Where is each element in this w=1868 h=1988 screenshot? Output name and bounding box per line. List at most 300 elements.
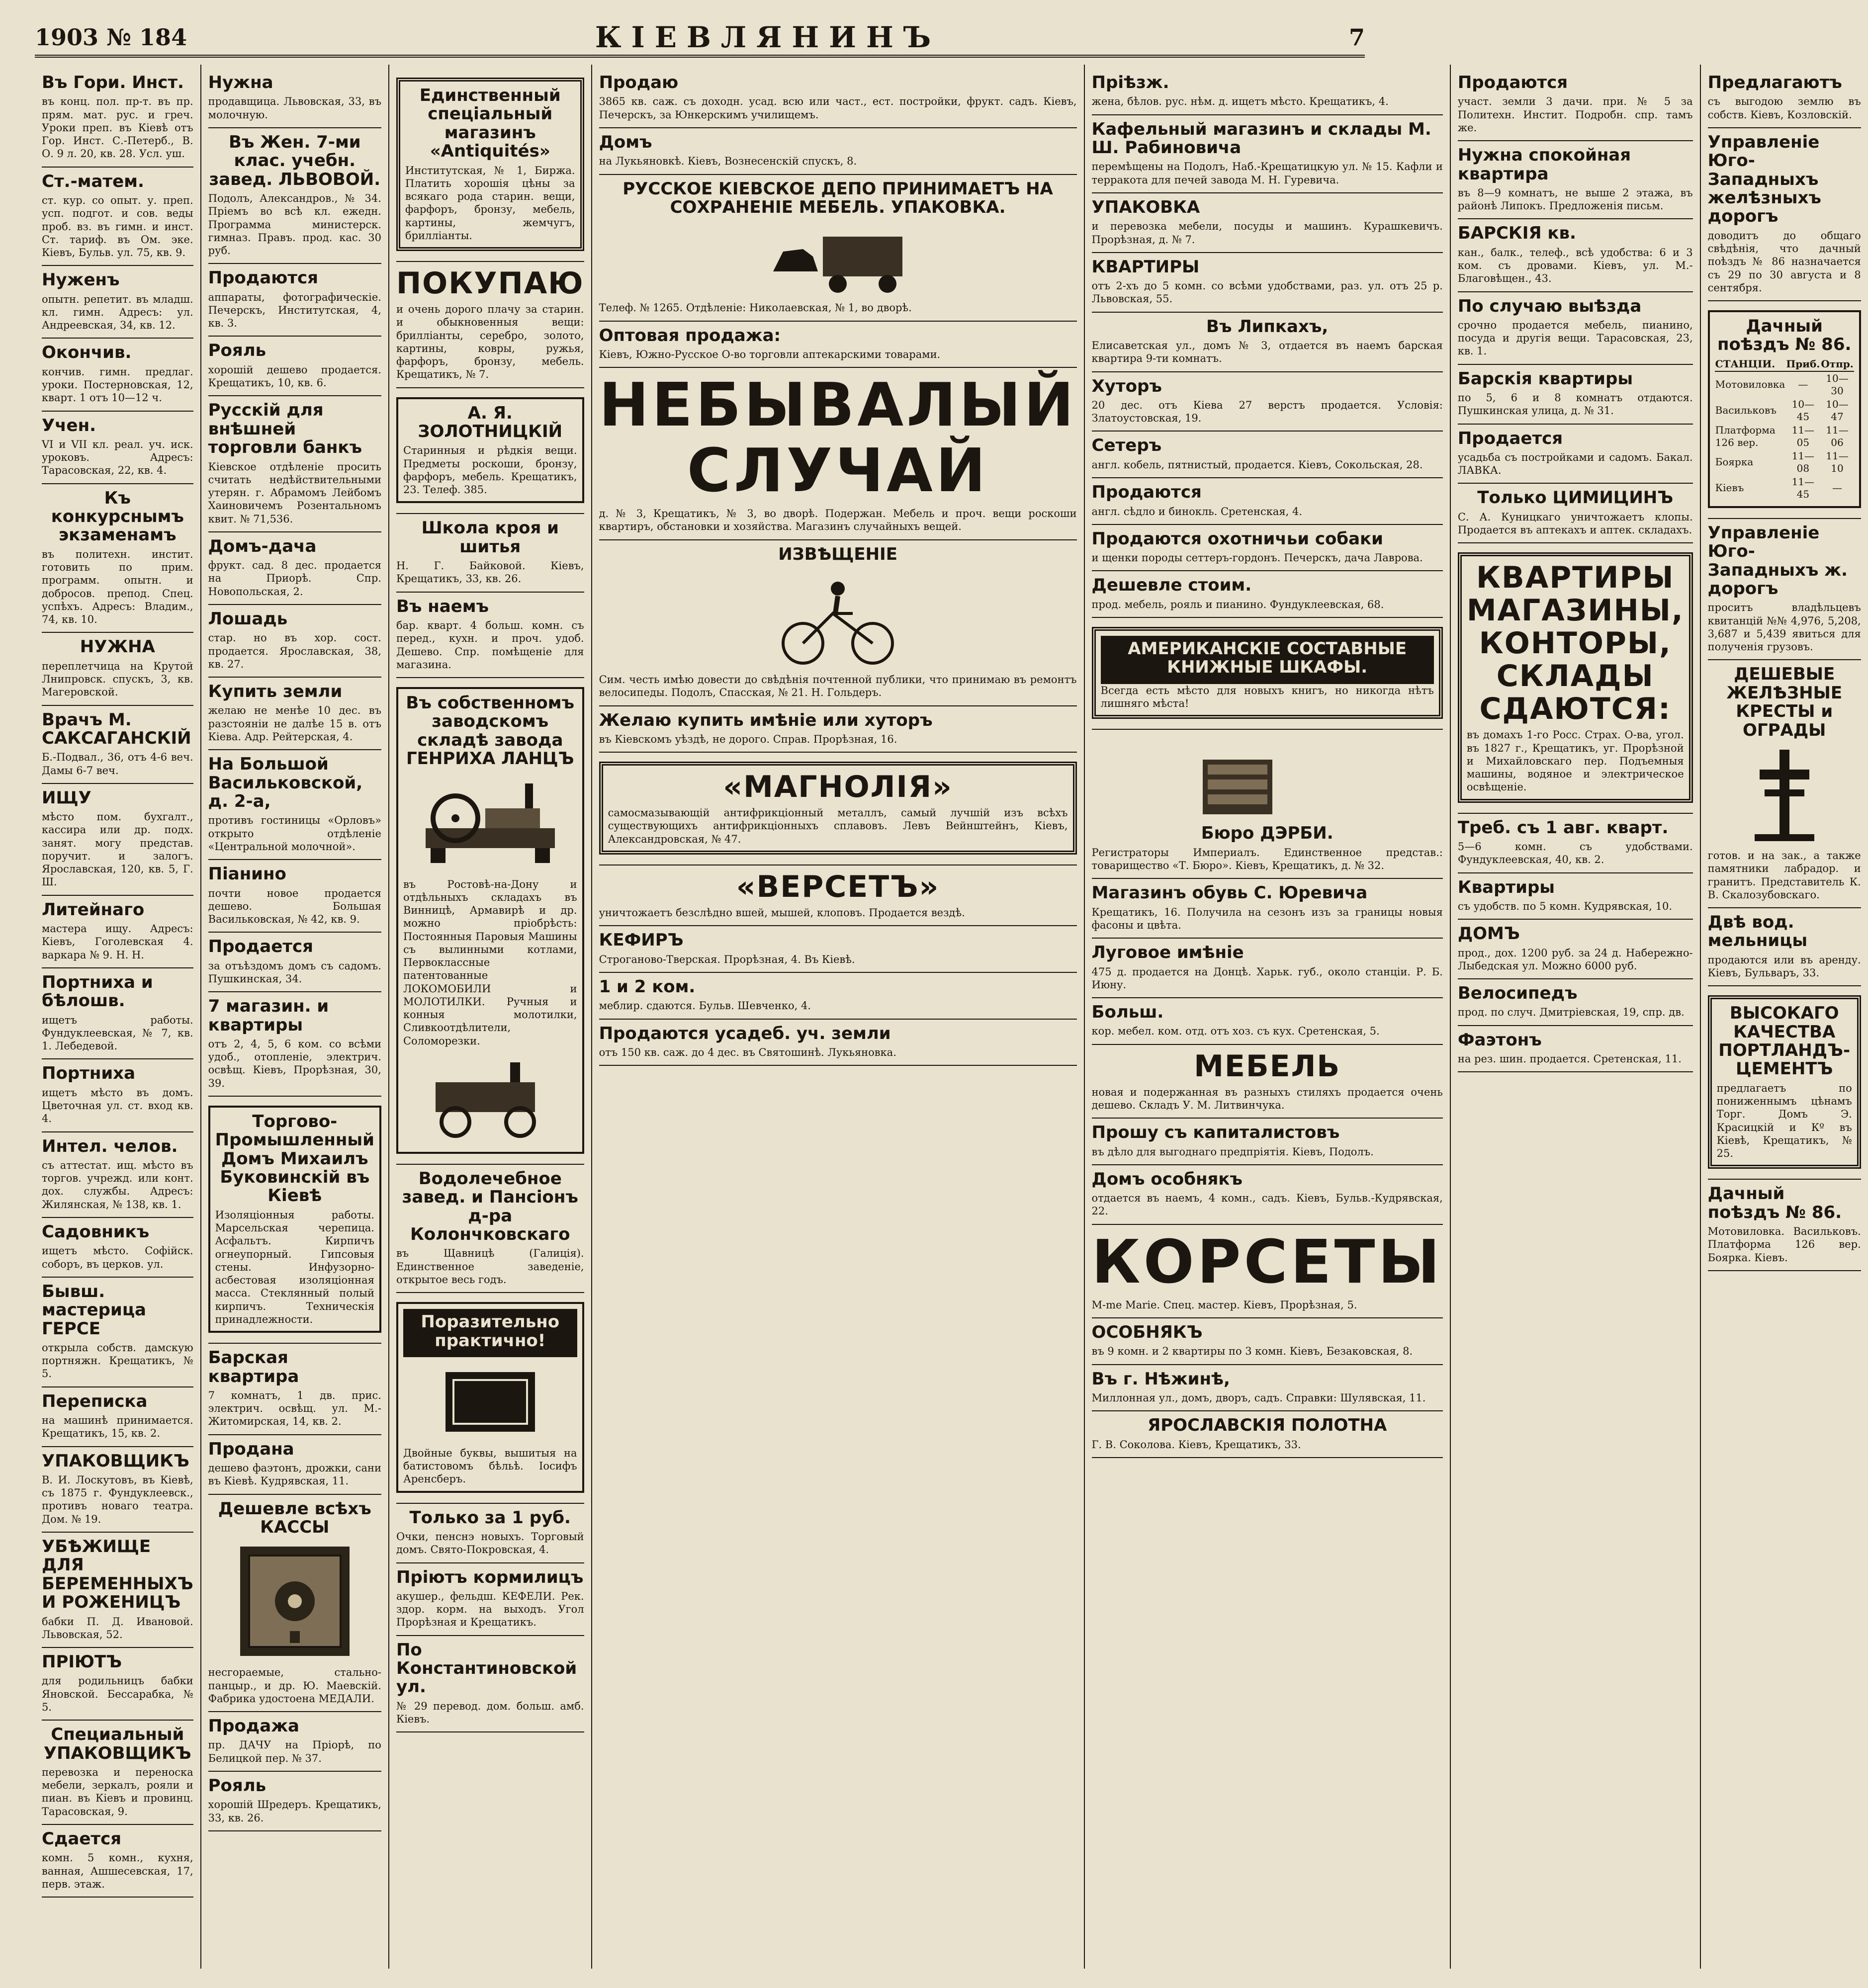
ad-block [208,933,381,992]
ad-heading: Единственный спеціальный магазинъ «Antiquités» [419,86,561,162]
ad-block [208,1495,381,1713]
ad-block [42,1825,193,1898]
ad-heading: РУССКОЕ КІЕВСКОЕ ДЕПО ПРИНИМАЕТЪ НА СОХРАНЕНІЕ МЕБЕЛЬ. УПАКОВКА. [623,178,1053,217]
ad-text: съ удобств. по 5 комн. Кудрявская, 10. [1457,900,1673,912]
ad-frame [599,762,1077,855]
ad-text: M-me Marie. Спец. мастер. Кіевъ, Прорѣзная, 5. [1091,1298,1357,1311]
ad-text: уничтожаетъ безслѣдно вшей, мышей, клоповъ. Продается вездѣ. [599,906,965,919]
ad-text: и щенки породы сеттеръ-гордонъ. Печерскъ, дача Лаврова. [1091,552,1423,564]
ad-block [42,168,193,266]
ad-block [396,69,584,262]
ad-text: доводитъ до общаго свѣдѣнія, что дачный поѣздъ № 86 назначается съ 29 по 30 августа и 8 сентября. [1707,229,1861,294]
ad-heading: Продажа [208,1716,299,1736]
ad-columns [35,65,1861,1969]
ad-text: предлагаетъ по пониженнымъ цѣнамъ Торг. Домъ Э. Красицкій и Кº въ Кіевѣ, Крещатикъ, № 25. [1716,1082,1852,1160]
ad-block [599,69,1077,128]
ad-heading: ИЗВѢЩЕНІЕ [778,544,897,564]
ad-text: Регистраторы Империалъ. Единственное представ.: товарищество «Т. Бюро». Кіевъ, Крещатикъ, д. № 32. [1091,846,1443,871]
ad-heading: Нужна спокойная квартира [1457,145,1631,184]
ad-block [1708,1180,1861,1271]
ad-frame [1708,310,1861,508]
ad-block [1458,873,1693,920]
ad-heading: АМЕРИКАНСКІЕ СОСТАВНЫЕ КНИЖНЫЕ ШКАФЫ. [1128,639,1407,678]
ad-block [1092,525,1443,572]
ad-heading: Водолечебное завед. и Пансіонъ д-ра Колончковскаго [402,1168,578,1244]
ad-heading: Окончив. [42,343,132,363]
ad-heading: Только за 1 руб. [409,1507,571,1528]
ad-text: въ 9 комн. и 2 квартиры по 3 комн. Кіевъ, Безаковская, 8. [1091,1345,1413,1358]
ad-heading: На Большой Васильковской, д. 2-а, [208,754,363,811]
ad-heading: Продаю [599,73,679,92]
ad-heading: Въ Жен. 7-ми клас. учебн. завед. ЛЬВОВОЙ. [209,132,381,189]
ad-block [42,484,193,633]
ad-heading: Пріѣзж. [1091,73,1169,92]
ad-block [1708,660,1861,908]
ad-block [208,128,381,264]
ad-block [1092,571,1443,618]
ad-heading: Домъ [599,132,652,152]
ad-heading: Продаются [208,268,318,288]
ad-block [42,1533,193,1648]
ad-text: несгораемые, стально-панцыр., и др. Ю. Маевскій. Фабрика удостоена МЕДАЛИ. [208,1666,381,1705]
ad-text: С. А. Куницкаго уничтожаетъ клопы. Продается въ аптекахъ и аптек. складахъ. [1457,511,1693,536]
ad-text: усадьба съ постройками и садомъ. Бакал. ЛАВКА. [1457,451,1693,477]
ad-text: въ Кіевскомъ уѣздѣ, не дорого. Справ. Прорѣзная, 16. [599,733,897,745]
ad-text: № 29 перевод. дом. больш. амб. Кіевъ. [396,1700,584,1726]
ad-text: по 5, 6 и 8 комнатъ отдаются. Пушкинская улица, д. № 31. [1457,392,1693,417]
ad-text: отъ 150 кв. саж. до 4 дес. въ Святошинѣ. Лукьяновка. [599,1046,896,1058]
ad-text: Кіевъ, Южно-Русское О-во торговли аптекарскими товарами. [599,348,941,360]
ad-heading: Дачный поѣздъ № 86. [1707,1184,1842,1222]
ad-heading: НЕБЫВАЛЫЙ СЛУЧАЙ [599,371,1077,506]
ad-text: Изоляціонныя работы. Марсельская черепица. Асфальтъ. Кирпичъ огнеупорный. Гипсовыя стены. Инфузорно-асбестовая изоляціонная масса. Стеклянный полый кирпичъ. Техническія принадлежности. [215,1209,374,1325]
ad-heading: Продана [208,1439,294,1459]
ad-text: отъ 2-хъ до 5 комн. со всѣми удобствами, раз. ул. отъ 25 р. Львовская, 55. [1091,280,1443,305]
train-arrival: — [1798,378,1808,391]
column-1 [35,65,201,1969]
ad-block [1092,1365,1443,1412]
ad-block [1092,1119,1443,1165]
ad-block [1708,519,1861,661]
ad-text: въ Ростовѣ-на-Дону и отдѣльныхъ складахъ въ Винницѣ, Армавирѣ и др. можно пріобрѣсть: Постоянныя Паровыя Машины съ вылинными котлами, Первоклассные патентованные ЛОКОМОБИЛИ и МОЛОТИЛКИ. Ручныя и конныя молотилки, Сливкоотдѣлители, Соломорезки. [403,878,577,1047]
ad-heading: Русскій для внѣшней торговли банкъ [208,400,362,458]
ad-heading: Піанино [208,864,286,884]
train-table-title: Дачный поѣздъ № 86. [1717,316,1852,355]
ad-text: пр. ДАЧУ на Пріорѣ, по Белицкой пер. № 37. [208,1739,381,1764]
safe-illustration [208,1542,381,1661]
ad-heading: Квартиры [1457,877,1555,897]
ad-heading: КОРСЕТЫ [1091,1227,1443,1297]
ad-text: Подолъ, Александров., № 34. Пріемъ во всѣ кл. ежедн. Программа министерск. гимназ. Правъ. прод. кас. 30 руб. [208,192,381,257]
column-2 [201,65,389,1969]
ad-block [599,926,1077,973]
ad-heading: Домъ-дача [208,536,317,556]
ad-heading: Дешевле стоим. [1091,575,1252,596]
ad-heading: Продается [1457,428,1563,448]
ad-heading: Барская квартира [208,1348,299,1386]
ad-block [42,69,193,168]
ad-block [1092,193,1443,253]
ad-block [1708,986,1861,1180]
ad-frame [396,1302,584,1493]
train-station: Васильковъ [1715,404,1777,417]
ad-text: участ. земли 3 дачи. при. № 5 за Политехн. Инстит. Подробн. спр. тамъ же. [1457,95,1693,134]
ad-heading: Торгово-Промышленный Домъ Михаилъ Буковинскій въ Кіевѣ [215,1111,374,1206]
ad-text: для родильницъ бабки Яновской. Бессарабка, № 5. [42,1675,193,1713]
ad-text: желаю не менѣе 10 дес. въ разстояніи не далѣе 15 в. отъ Кіева. Адр. Рейтерская, 4. [208,704,381,743]
ad-block [1458,141,1693,219]
ad-block [1458,219,1693,292]
ad-heading: Продаются охотничьи собаки [1091,528,1383,549]
ad-text: за отъѣздомъ домъ съ садомъ. Пушкинская, 34. [208,959,381,985]
ad-block [1092,253,1443,313]
ad-block [42,968,193,1060]
ad-text: 20 дес. отъ Кіева 27 верстъ продается. Условія: Златоустовская, 19. [1091,399,1443,425]
ad-frame [1458,552,1693,802]
ad-heading: Школа кроя и шитья [421,518,559,557]
ad-heading: Портниха и бѣлошв. [42,972,153,1011]
ad-heading: КВАРТИРЫ МАГАЗИНЫ, КОНТОРЫ, СКЛАДЫ СДАЮТСЯ: [1466,560,1684,727]
ad-inverse-banner [1101,636,1434,684]
ad-text: самосмазывающій антифрикціонный металлъ, самый лучшій изъ всѣхъ существующихъ антифрикціонныхъ сплавовъ. Левъ Вейнштейнъ, Кіевъ, Александровская, № 47. [608,807,1068,845]
column-7 [1701,65,1868,1969]
ad-heading: Барскія квартиры [1457,368,1633,389]
ad-block [1092,69,1443,115]
ad-frame [208,1106,381,1333]
ad-heading: Въ Гори. Инст. [42,73,184,92]
ad-heading: 1 и 2 ком. [599,976,696,997]
train-table-header: Отпр. [1820,357,1854,371]
ad-block [396,1563,584,1636]
ad-text: въ Щавницѣ (Галиція). Единственное заведеніе, открытое весь годъ. [396,1247,584,1286]
ad-heading: Фаэтонъ [1457,1030,1542,1050]
ad-block [1458,69,1693,141]
ad-text: ищетъ работы. Фундуклеевская, № 7, кв. 1. Лебедевой. [42,1014,193,1052]
ad-heading: Врачъ М. САКСАГАНСКІЙ [42,709,191,748]
ad-block [396,388,584,515]
ad-block [599,753,1077,865]
ad-block [208,264,381,337]
ad-block [599,322,1077,368]
ad-heading: Домъ особнякъ [1091,1169,1243,1189]
ad-text: д. № 3, Крещатикъ, № 3, во дворѣ. Подержан. Мебель и проч. вещи роскоши квартиръ, обстановки и хозяйства. Магазинъ случайныхъ вещей. [599,508,1077,533]
train-table-row [1715,371,1854,398]
ad-text: перевозка и переноска мебели, зеркалъ, рояли и пиан. въ Кіевъ и провинц. Тарасовская, 9. [42,1766,193,1817]
ad-text: опытн. репетит. въ младш. кл. гимн. Адресъ: ул. Андреевская, 34, кв. 12. [42,293,193,332]
train-departure: 10—30 [1826,372,1849,397]
ad-block [396,1165,584,1293]
train-departure: 11—10 [1826,449,1849,474]
ad-text: кончив. гимн. предлаг. уроки. Постерновская, 12, кварт. 1 отъ 10—12 ч. [42,365,193,404]
train-departure: 11—06 [1826,424,1849,448]
ad-block [396,1504,584,1563]
ad-text: 7 комнатъ, 1 дв. прис. электрич. освѣщ. ул. М.-Житомирская, 14, кв. 2. [208,1389,381,1428]
ad-heading: Садовникъ [42,1221,150,1242]
ad-heading: Въ собственномъ заводскомъ складѣ завода ГЕНРИХА ЛАНЦЪ [406,693,575,769]
ad-text: Миллонная ул., домъ, дворъ, садъ. Справки: Шулявская, 11. [1091,1391,1426,1404]
train-table-header: Приб. [1785,357,1820,371]
ad-text: продаются или въ аренду. Кіевъ, Бульваръ, 33. [1707,953,1861,979]
ad-text: хорошій Шредеръ. Крещатикъ, 33, кв. 26. [208,1799,381,1824]
ad-block [208,69,381,128]
ad-heading: «МАГНОЛІЯ» [723,770,953,805]
ad-text: съ выгодою землю въ собств. Кіевъ, Козловскій. [1707,95,1861,121]
ad-block [42,1059,193,1132]
ad-block [208,678,381,750]
ad-block [1458,543,1693,813]
ad-text: ищетъ мѣсто въ домъ. Цветочная ул. ст. вход кв. 4. [42,1086,193,1125]
ad-heading: Оптовая продажа: [599,325,781,346]
ad-text: мѣсто пом. бухгалт., кассира или др. подх. занят. могу представ. поручит. и залогъ. Ярославская, 120, кв. 5, Г. Ш. [42,811,193,888]
ad-heading: НУЖНА [80,637,155,657]
ad-heading: КВАРТИРЫ [1091,257,1200,277]
ad-text: Институтская, № 1, Биржа. Платить хорошія цѣны за всякаго рода старин. вещи, фарфоръ, бронзу, мебель, картины, жемчугъ, брилліанты. [405,164,575,242]
ad-block [1458,979,1693,1026]
train-station: Кіевъ [1715,482,1744,494]
train-table-header: СТАНЦІИ. [1715,357,1786,371]
ad-block [396,514,584,592]
ad-heading: Велосипедъ [1457,983,1578,1004]
ad-block [1092,1165,1443,1225]
ad-inverse-banner [403,1309,577,1357]
ad-text: Сим. честь имѣю довести до свѣдѣнія почтенной публики, что принимаю въ ремонтъ велосипеды. Подолъ, Спасская, № 21. Н. Гольдеръ. [599,674,1077,699]
ad-text: Строганово-Тверская. Прорѣзная, 4. Въ Кіевѣ. [599,953,855,965]
ad-text: дешево фаэтонъ, дрожки, сани въ Кіевѣ. Кудрявская, 11. [208,1462,381,1487]
ad-block [599,175,1077,322]
ad-block [1458,292,1693,365]
ad-heading: КЕФИРЪ [599,930,684,951]
ad-text: прод. мебель, рояль и пианино. Фундуклеевская, 68. [1091,598,1384,610]
ad-text: перемѣщены на Подолъ, Наб.-Крещатицкую ул. № 15. Кафли и терракота для печей завода М. Н. Гуревича. [1091,161,1443,186]
ad-heading: Въ г. Нѣжинѣ, [1091,1369,1230,1389]
ad-block [1458,484,1693,543]
ad-text: Двойные буквы, вышитыя на батистовомъ бѣльѣ. Іосифъ Аренсберъ. [403,1447,577,1485]
train-table-row [1715,398,1854,424]
ad-heading: МЕБЕЛЬ [1194,1048,1341,1084]
ad-block [1092,879,1443,939]
ad-block [599,368,1077,540]
ad-text: хорошій дешево продается. Крещатикъ, 10, кв. 6. [208,363,381,389]
ad-text: 5—6 комн. съ удобствами. Фундуклеевская, 40, кв. 2. [1457,841,1693,866]
train-table-row [1715,424,1854,449]
ad-text: отдается въ наемъ, 4 комн., садъ. Кіевъ, Бульв.-Кудрявская, 22. [1091,1192,1443,1217]
ad-block [599,973,1077,1020]
ad-text: бар. кварт. 4 больш. комн. съ перед., кухн. и проч. удоб. Дешево. Спр. помѣщеніе для магазина. [396,619,584,671]
ad-block [42,706,193,784]
ad-heading: Рояль [208,341,267,361]
ad-heading: Нуженъ [42,270,120,290]
ad-block [599,1020,1077,1066]
ad-heading: Въ Липкахъ, [1206,316,1329,337]
ad-text: Елисаветская ул., домъ № 3, отдается въ наемъ барская квартира 9-ти комнатъ. [1091,340,1443,365]
train-table-row [1715,449,1854,475]
ad-heading: УПАКОВЩИКЪ [42,1451,189,1471]
bicycle-illustration [599,569,1077,668]
ad-frame [1708,995,1861,1169]
ad-block [208,750,381,860]
ad-heading: Поразительно практично! [421,1312,560,1351]
ad-heading: «ВЕРСЕТЪ» [736,869,940,904]
cross-icon [1708,745,1861,844]
ad-text: на Лукьяновкѣ. Кіевъ, Вознесенскій спускъ, 8. [599,155,857,168]
ad-block [396,1293,584,1504]
train-station: Платформа 126 вер. [1715,424,1776,448]
ad-block [42,412,193,484]
ad-block [42,1447,193,1533]
masthead [35,20,1365,58]
ad-text: и перевозка мебели, посуды и машинъ. Курашкевичъ. Прорѣзная, д. № 7. [1091,220,1443,246]
ad-text: и очень дорого плачу за старин. и обыкновенныя вещи: брилліанты, серебро, золото, картины, ковры, ружья, фарфоръ, бронзу, мебель. Крещатикъ, № 7. [396,303,584,381]
train-station: Боярка [1715,456,1754,468]
ad-heading: Портниха [42,1063,136,1084]
ad-block [42,784,193,896]
ad-heading: ДЕШЕВЫЕ ЖЕЛѢЗНЫЕ КРЕСТЫ и ОГРАДЫ [1726,664,1843,740]
ad-block [208,860,381,933]
train-table-row [1715,475,1854,501]
ad-frame [396,397,584,504]
ad-block [396,1636,584,1733]
ad-text: готов. и на зак., а также памятники лабрадор. и гранитъ. Представитель К. В. Скалозубовскаго. [1707,850,1861,901]
ad-text: акушер., фельдш. КЕФЕЛИ. Рек. здор. корм. на выходъ. Угол Прорѣзная и Крещатикъ. [396,1590,584,1629]
ad-block [1092,313,1443,372]
ad-heading: Переписка [42,1391,148,1411]
ad-heading: БАРСКІЯ кв. [1457,223,1576,244]
ad-block [42,1278,193,1387]
ad-block [208,605,381,678]
ad-block [42,1132,193,1218]
ad-heading: Сдается [42,1828,122,1849]
page-number: 7 [1348,24,1365,51]
ad-block [42,1648,193,1721]
ad-text: прод. по случ. Дмитріевская, 19, спр. дв. [1457,1006,1685,1019]
ad-text: новая и подержанная въ разныхъ стиляхъ продается очень дешево. Складъ У. М. Литвинчука. [1091,1086,1443,1111]
ad-text: англ. сѣдло и бинокль. Сретенская, 4. [1091,505,1302,518]
ad-text: Очки, пенснэ новыхъ. Торговый домъ. Свято-Покровская, 4. [396,1531,584,1556]
train-arrival: 11—08 [1791,449,1815,474]
ad-text: съ аттестат. ищ. мѣсто въ торгов. учрежд. или конт. дох. службы. Адресъ: Жилянская, № 138, кв. 1. [42,1159,193,1210]
train-table [1715,357,1854,501]
ad-text: въ 8—9 комнатъ, не выше 2 этажа, въ районѣ Липокъ. Предложенія письм. [1457,186,1693,212]
ad-heading: Бывш. мастерица ГЕРСЕ [42,1281,146,1339]
ad-block [1458,920,1693,979]
ad-heading: Ст.-матем. [42,171,144,191]
ad-heading: Прошу съ капиталистовъ [1091,1123,1340,1143]
ad-block [599,706,1077,753]
ad-block [208,532,381,605]
ad-block [208,1712,381,1772]
ad-block [208,992,381,1097]
train-arrival: 10—45 [1791,398,1815,423]
ad-text: Телеф. № 1265. Отдѣленіе: Николаевская, № 1, во дворѣ. [599,302,912,314]
ad-text: въ домахъ 1-го Росс. Страх. О-ва, угол. въ 1827 г., Крещатикъ, уг. Прорѣзной и Михайловскаго пер. Подъемныя машины, водяное и электрическое освѣщеніе. [1466,729,1684,793]
train-arrival: 11—05 [1791,424,1815,448]
column-4 [592,65,1085,1969]
ad-heading: Луговое имѣніе [1091,943,1244,963]
ad-block [42,1721,193,1825]
ad-heading: Предлагаютъ [1707,73,1842,92]
ad-block [1458,365,1693,425]
train-arrival: 11—45 [1791,475,1815,500]
ad-text: 3865 кв. саж. съ доходн. усад. всю или част., ест. постройки, фрукт. садъ. Кіевъ, Печерскъ, за Юнкерскимъ училищемъ. [599,95,1077,121]
ad-heading: Желаю купить имѣніе или хуторъ [599,710,933,730]
ad-block [42,266,193,339]
ad-block [396,678,584,1165]
ad-heading: Треб. съ 1 авг. кварт. [1457,817,1669,838]
ad-block [396,593,584,678]
ad-block [1092,1225,1443,1318]
ad-frame [396,687,584,1154]
ad-text: на рез. шин. продается. Сретенская, 11. [1457,1053,1682,1065]
ad-block [1092,618,1443,730]
ad-block [1708,128,1861,301]
ad-block [208,1097,381,1344]
ad-heading: Магазинъ обувь С. Юревича [1091,883,1368,903]
ad-text: фрукт. сад. 8 дес. продается на Приорѣ. Спр. Новопольская, 2. [208,559,381,598]
ad-text: на машинѣ принимается. Крещатикъ, 15, кв. 2. [42,1414,193,1440]
ad-block [1458,814,1693,873]
ad-heading: Въ наемъ [396,596,489,616]
ad-text: срочно продается мебель, пианино, посуда и другія вещи. Тарасовская, 23, кв. 1. [1457,319,1693,357]
ad-text: Н. Г. Байковой. Кіевъ, Крещатикъ, 33, кв. 26. [396,560,584,585]
ad-heading: Двѣ вод. мельницы [1707,912,1808,951]
ad-heading: Продаются [1091,482,1202,503]
ad-text: 475 д. продается на Донцѣ. Харьк. губ., около станціи. Р. Б. Июну. [1091,965,1443,991]
ad-block [208,1344,381,1435]
ad-heading: Интел. челов. [42,1136,178,1156]
ad-text: кан., балк., телеф., всѣ удобства: 6 и 3 ком. съ дровами. Кіевъ, ул. М.-Благовѣщен., 43. [1457,246,1693,285]
ad-text: открыла собств. дамскую портняжн. Крещатикъ, № 5. [42,1341,193,1380]
ad-block [42,339,193,411]
ad-heading: Кафельный магазинъ и склады М. Ш. Рабиновича [1091,119,1431,158]
ad-text: Г. В. Соколова. Кіевъ, Крещатикъ, 33. [1091,1438,1301,1451]
ad-text: аппараты, фотографическіе. Печерскъ, Институтская, 4, кв. 3. [208,291,381,330]
ad-heading: Нужна [208,73,273,92]
ad-heading: Бюро ДЭРБИ. [1201,823,1334,844]
ad-heading: Только ЦИМИЦИНЪ [1477,488,1674,508]
ad-block [599,865,1077,926]
ad-text: Всегда есть мѣсто для новыхъ книгъ, но никогда нѣтъ лишняго мѣста! [1100,684,1434,710]
ad-block [1708,301,1861,519]
ad-heading: ПРІЮТЪ [42,1652,122,1672]
desk-illustration [1092,740,1443,819]
ad-text: бабки П. Д. Ивановой. Львовская, 52. [42,1615,193,1641]
ad-heading: Продаются [1457,73,1568,92]
ad-heading: Сетеръ [1091,435,1162,456]
ad-heading: 7 магазин. и квартиры [208,996,329,1035]
ad-heading: Учен. [42,415,96,435]
ad-block [42,1387,193,1447]
ad-block [1092,478,1443,525]
train-station: Мотовиловка [1715,378,1785,391]
ad-block [1092,115,1443,193]
ad-text: Кіевское отдѣленіе просить считать недѣйствительными утерян. г. Абрамомъ Лейбомъ Хаиновичемъ Розентальномъ квит. № 71,536. [208,460,381,525]
ad-block [42,1218,193,1278]
ad-block [599,128,1077,175]
ad-block [1458,425,1693,484]
ad-text: проситъ владѣльцевъ квитанцій №№ 4,976, 5,208, 3,687 и 5,439 явиться для полученія грузовъ. [1707,602,1861,653]
ad-block [208,1435,381,1495]
ad-block [1092,998,1443,1045]
locomobile-illustration [403,1052,577,1142]
ad-text: почти новое продается дешево. Большая Васильковская, № 42, кв. 9. [208,887,381,925]
ad-heading: Къ конкурснымъ экзаменамъ [51,488,184,545]
ad-heading: ОСОБНЯКЪ [1091,1322,1203,1342]
ad-text: продавщица. Львовская, 33, въ молочную. [208,95,381,121]
ad-block [1458,1026,1693,1073]
ad-heading: Пріютъ кормилицъ [396,1567,584,1587]
ad-heading: Специальный УПАКОВЩИКЪ [43,1725,191,1763]
ad-block [1092,372,1443,432]
